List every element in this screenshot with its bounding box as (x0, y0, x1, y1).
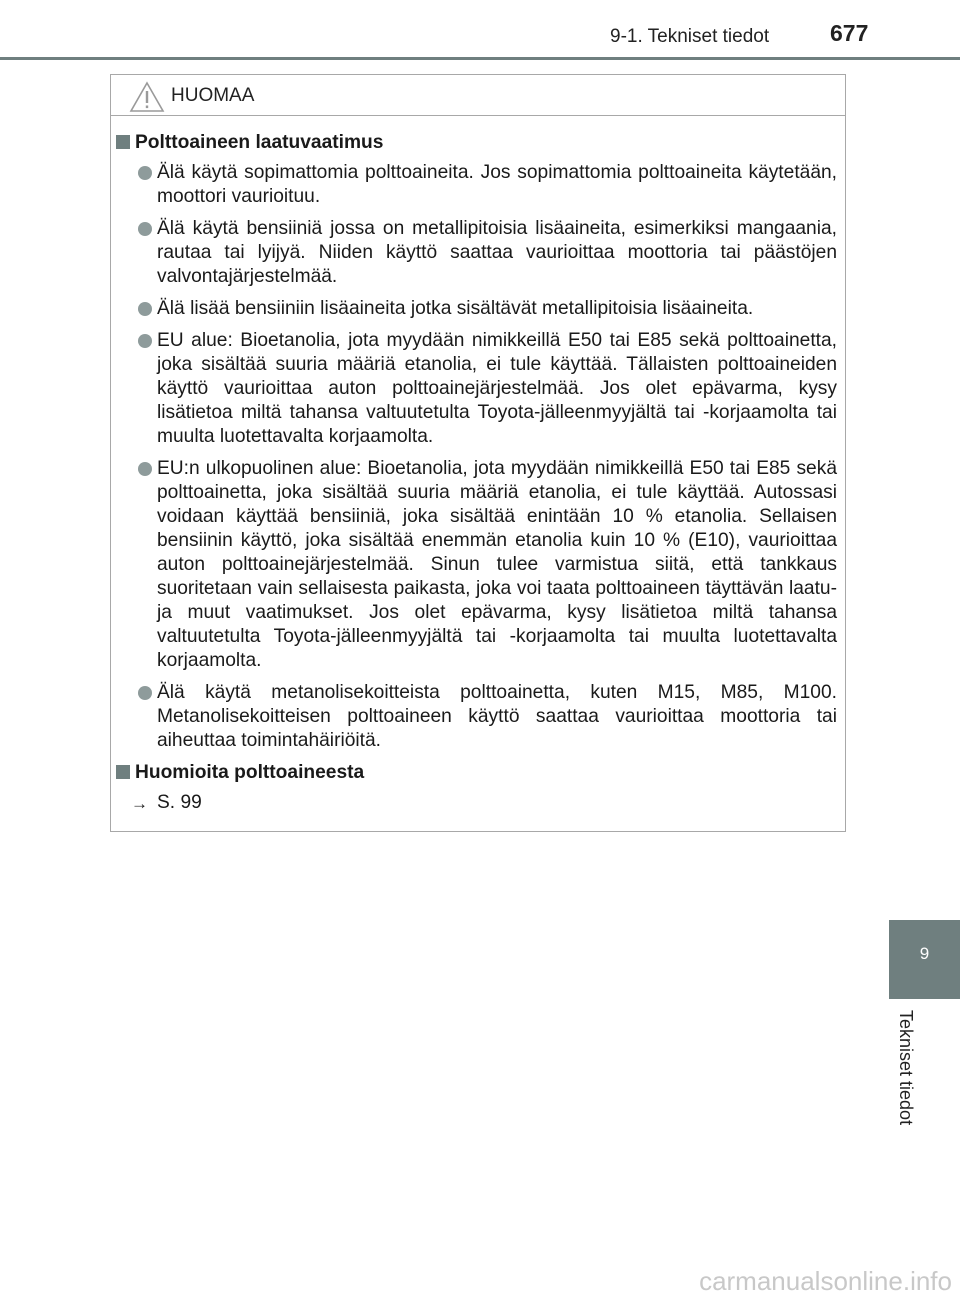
page-header (0, 0, 960, 60)
section-heading-text: Huomioita polttoaineesta (135, 762, 365, 783)
list-item-text: EU:n ulkopuolinen alue: Bioetanolia, jota myydään nimikkeillä E50 tai E85 sekä polttoainetta, joka sisältää suuria määriä etanolia, ei tule käyttää. Autossasi voidaan käyttää bensiiniä, joka sisältää enintään 10 % etanolia. Sellaisen bensiinin käyttö, joka sisältää enemmän etanolia kuin 10 % (E10), vaurioittaa auton polttoainejärjestelmää. Sinun tulee varmistua siitä, että tankkaus suoritetaan vain sellaisesta paikasta, joka voi taata polttoaineen täyttävän laatu- ja muut vaatimukset. Jos olet epävarma, kysy lisätietoa miltä tahansa valtuutetulta Toyota-jälleenmyyjältä tai -korjaamolta tai muulta luotettavalta korjaamolta. (157, 458, 837, 671)
list-item (111, 457, 845, 673)
page-reference[interactable] (111, 791, 845, 815)
list-item-text: EU alue: Bioetanolia, jota myydään nimikkeillä E50 tai E85 sekä polttoainetta, joka sisältää suuria määriä etanolia, ei tule käyttää. Tällaisten polttoaineiden käyttö vaurioittaa auton polttoainejärjestelmää. Jos olet epävarma, kysy lisätietoa miltä tahansa valtuutetulta Toyota-jälleenmyyjältä tai -korjaamolta tai muulta luotettavalta korjaamolta. (157, 330, 837, 447)
chapter-tab (889, 920, 960, 999)
watermark: carmanualsonline.info (699, 1266, 952, 1296)
square-marker-icon (116, 765, 130, 779)
header-divider (0, 57, 960, 60)
section-heading (111, 131, 845, 155)
list-item-text: Älä käytä sopimattomia polttoaineita. Jos sopimattomia polttoaineita käytetään, moottori vaurioituu. (157, 162, 837, 207)
square-marker-icon (116, 135, 130, 149)
warning-triangle-icon (129, 81, 165, 113)
bullet-dot-icon (138, 462, 152, 476)
arrow-right-icon: → (131, 794, 148, 813)
notice-box (110, 74, 846, 832)
list-item-text: Älä käytä bensiiniä jossa on metallipitoisia lisäaineita, esimerkiksi mangaania, rautaa tai lyijyä. Niiden käyttö saattaa vaurioittaa moottoria tai päästöjen valvontajärjestelmää. (157, 218, 837, 287)
section-title: 9-1. Tekniset tiedot (610, 26, 770, 47)
list-item-text: Älä käytä metanolisekoitteista polttoainetta, kuten M15, M85, M100. Metanolisekoitteisen polttoaineen käyttö saattaa vaurioittaa moottoria tai aiheuttaa toimintahäiriöitä. (157, 682, 837, 751)
bullet-dot-icon (138, 302, 152, 316)
notice-title: HUOMAA (171, 85, 255, 106)
list-item (111, 681, 845, 753)
bullet-dot-icon (138, 222, 152, 236)
chapter-label: Tekniset tiedot (896, 1010, 916, 1126)
list-item (111, 297, 845, 321)
chapter-number: 9 (919, 944, 930, 963)
notice-content (111, 131, 845, 815)
list-item-text: Älä lisää bensiiniin lisäaineita jotka sisältävät metallipitoisia lisäaineita. (157, 298, 754, 319)
page-reference-text[interactable]: S. 99 (157, 792, 202, 813)
notice-header (111, 75, 845, 116)
chapter-label-wrap (895, 1010, 925, 1150)
bullet-dot-icon (138, 686, 152, 700)
section-heading (111, 761, 845, 785)
section-heading-text: Polttoaineen laatuvaatimus (135, 132, 384, 153)
bullet-dot-icon (138, 334, 152, 348)
page-number: 677 (830, 20, 869, 46)
list-item (111, 329, 845, 449)
bullet-dot-icon (138, 166, 152, 180)
list-item (111, 161, 845, 209)
list-item (111, 217, 845, 289)
